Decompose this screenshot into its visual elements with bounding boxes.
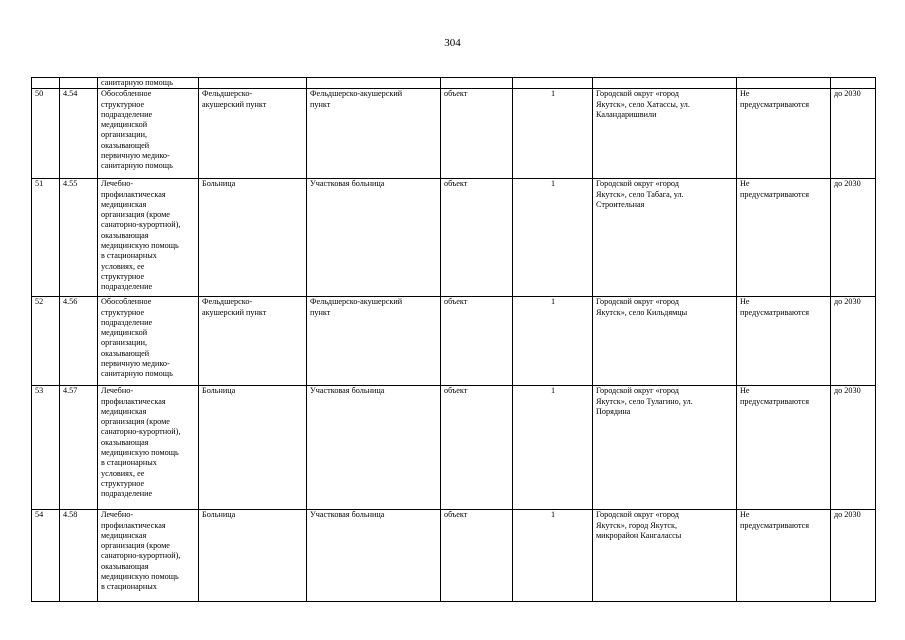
table-row <box>32 386 876 510</box>
cell-qty: 1 <box>513 297 593 386</box>
cell-name: Фельдшерско-акушерский пункт <box>307 89 441 179</box>
cell-zones: Не предусматриваются <box>737 89 831 179</box>
cell-qty: 1 <box>513 179 593 297</box>
cell-qty: 1 <box>513 386 593 510</box>
cell-name: Участковая больница <box>307 510 441 602</box>
cell-zones: Не предусматриваются <box>737 386 831 510</box>
cell-location <box>593 78 737 89</box>
cell-purpose: Обособленное структурное подразделение медицинской организации, оказывающей первичную медико- санитарную помощь <box>98 297 199 386</box>
cell-purpose: Обособленное структурное подразделение медицинской организации, оказывающей первичную медико- санитарную помощь <box>98 89 199 179</box>
cell-zones: Не предусматриваются <box>737 510 831 602</box>
cell-unit: объект <box>441 297 513 386</box>
cell-num: 54 <box>32 510 60 602</box>
cell-type: Больница <box>199 179 307 297</box>
cell-unit: объект <box>441 89 513 179</box>
cell-term: до 2030 <box>831 89 876 179</box>
cell-code: 4.58 <box>60 510 98 602</box>
cell-term <box>831 78 876 89</box>
cell-term: до 2030 <box>831 386 876 510</box>
cell-zones <box>737 78 831 89</box>
cell-qty: 1 <box>513 89 593 179</box>
cell-purpose: санитарную помощь <box>98 78 199 89</box>
cell-num <box>32 78 60 89</box>
cell-term: до 2030 <box>831 510 876 602</box>
cell-location: Городской округ «город Якутск», село Табага, ул. Строительная <box>593 179 737 297</box>
cell-purpose: Лечебно- профилактическая медицинская организация (кроме санаторно-курортной), оказывающая медицинскую помощь в стационарных условиях, ее структурное подразделение <box>98 179 199 297</box>
table-row <box>32 510 876 602</box>
cell-location: Городской округ «город Якутск», село Тулагино, ул. Порядина <box>593 386 737 510</box>
cell-purpose: Лечебно- профилактическая медицинская организация (кроме санаторно-курортной), оказывающая медицинскую помощь в стационарных <box>98 510 199 602</box>
cell-num: 51 <box>32 179 60 297</box>
cell-qty <box>513 78 593 89</box>
table-row <box>32 89 876 179</box>
cell-type: Больница <box>199 510 307 602</box>
cell-zones: Не предусматриваются <box>737 297 831 386</box>
cell-unit: объект <box>441 510 513 602</box>
cell-unit: объект <box>441 179 513 297</box>
cell-name: Участковая больница <box>307 386 441 510</box>
page-number: 304 <box>444 37 461 49</box>
cell-type: Больница <box>199 386 307 510</box>
cell-num: 52 <box>32 297 60 386</box>
objects-table <box>31 77 876 602</box>
cell-term: до 2030 <box>831 179 876 297</box>
cell-location: Городской округ «город Якутск», село Кильдямцы <box>593 297 737 386</box>
cell-term: до 2030 <box>831 297 876 386</box>
cell-qty: 1 <box>513 510 593 602</box>
cell-location: Городской округ «город Якутск», город Якутск, микрорайон Кангалассы <box>593 510 737 602</box>
table-row <box>32 297 876 386</box>
cell-purpose: Лечебно- профилактическая медицинская организация (кроме санаторно-курортной), оказывающая медицинскую помощь в стационарных условиях, ее структурное подразделение <box>98 386 199 510</box>
continuation-row <box>32 78 876 89</box>
cell-code: 4.54 <box>60 89 98 179</box>
table-row <box>32 179 876 297</box>
cell-location: Городской округ «город Якутск», село Хатассы, ул. Каландаришвили <box>593 89 737 179</box>
cell-code: 4.57 <box>60 386 98 510</box>
cell-type: Фельдшерско- акушерский пункт <box>199 89 307 179</box>
cell-name: Участковая больница <box>307 179 441 297</box>
cell-name <box>307 78 441 89</box>
cell-code: 4.56 <box>60 297 98 386</box>
cell-name: Фельдшерско-акушерский пункт <box>307 297 441 386</box>
cell-type: Фельдшерско- акушерский пункт <box>199 297 307 386</box>
cell-unit: объект <box>441 386 513 510</box>
cell-unit <box>441 78 513 89</box>
cell-type <box>199 78 307 89</box>
cell-code: 4.55 <box>60 179 98 297</box>
cell-num: 50 <box>32 89 60 179</box>
cell-code <box>60 78 98 89</box>
cell-num: 53 <box>32 386 60 510</box>
cell-zones: Не предусматриваются <box>737 179 831 297</box>
